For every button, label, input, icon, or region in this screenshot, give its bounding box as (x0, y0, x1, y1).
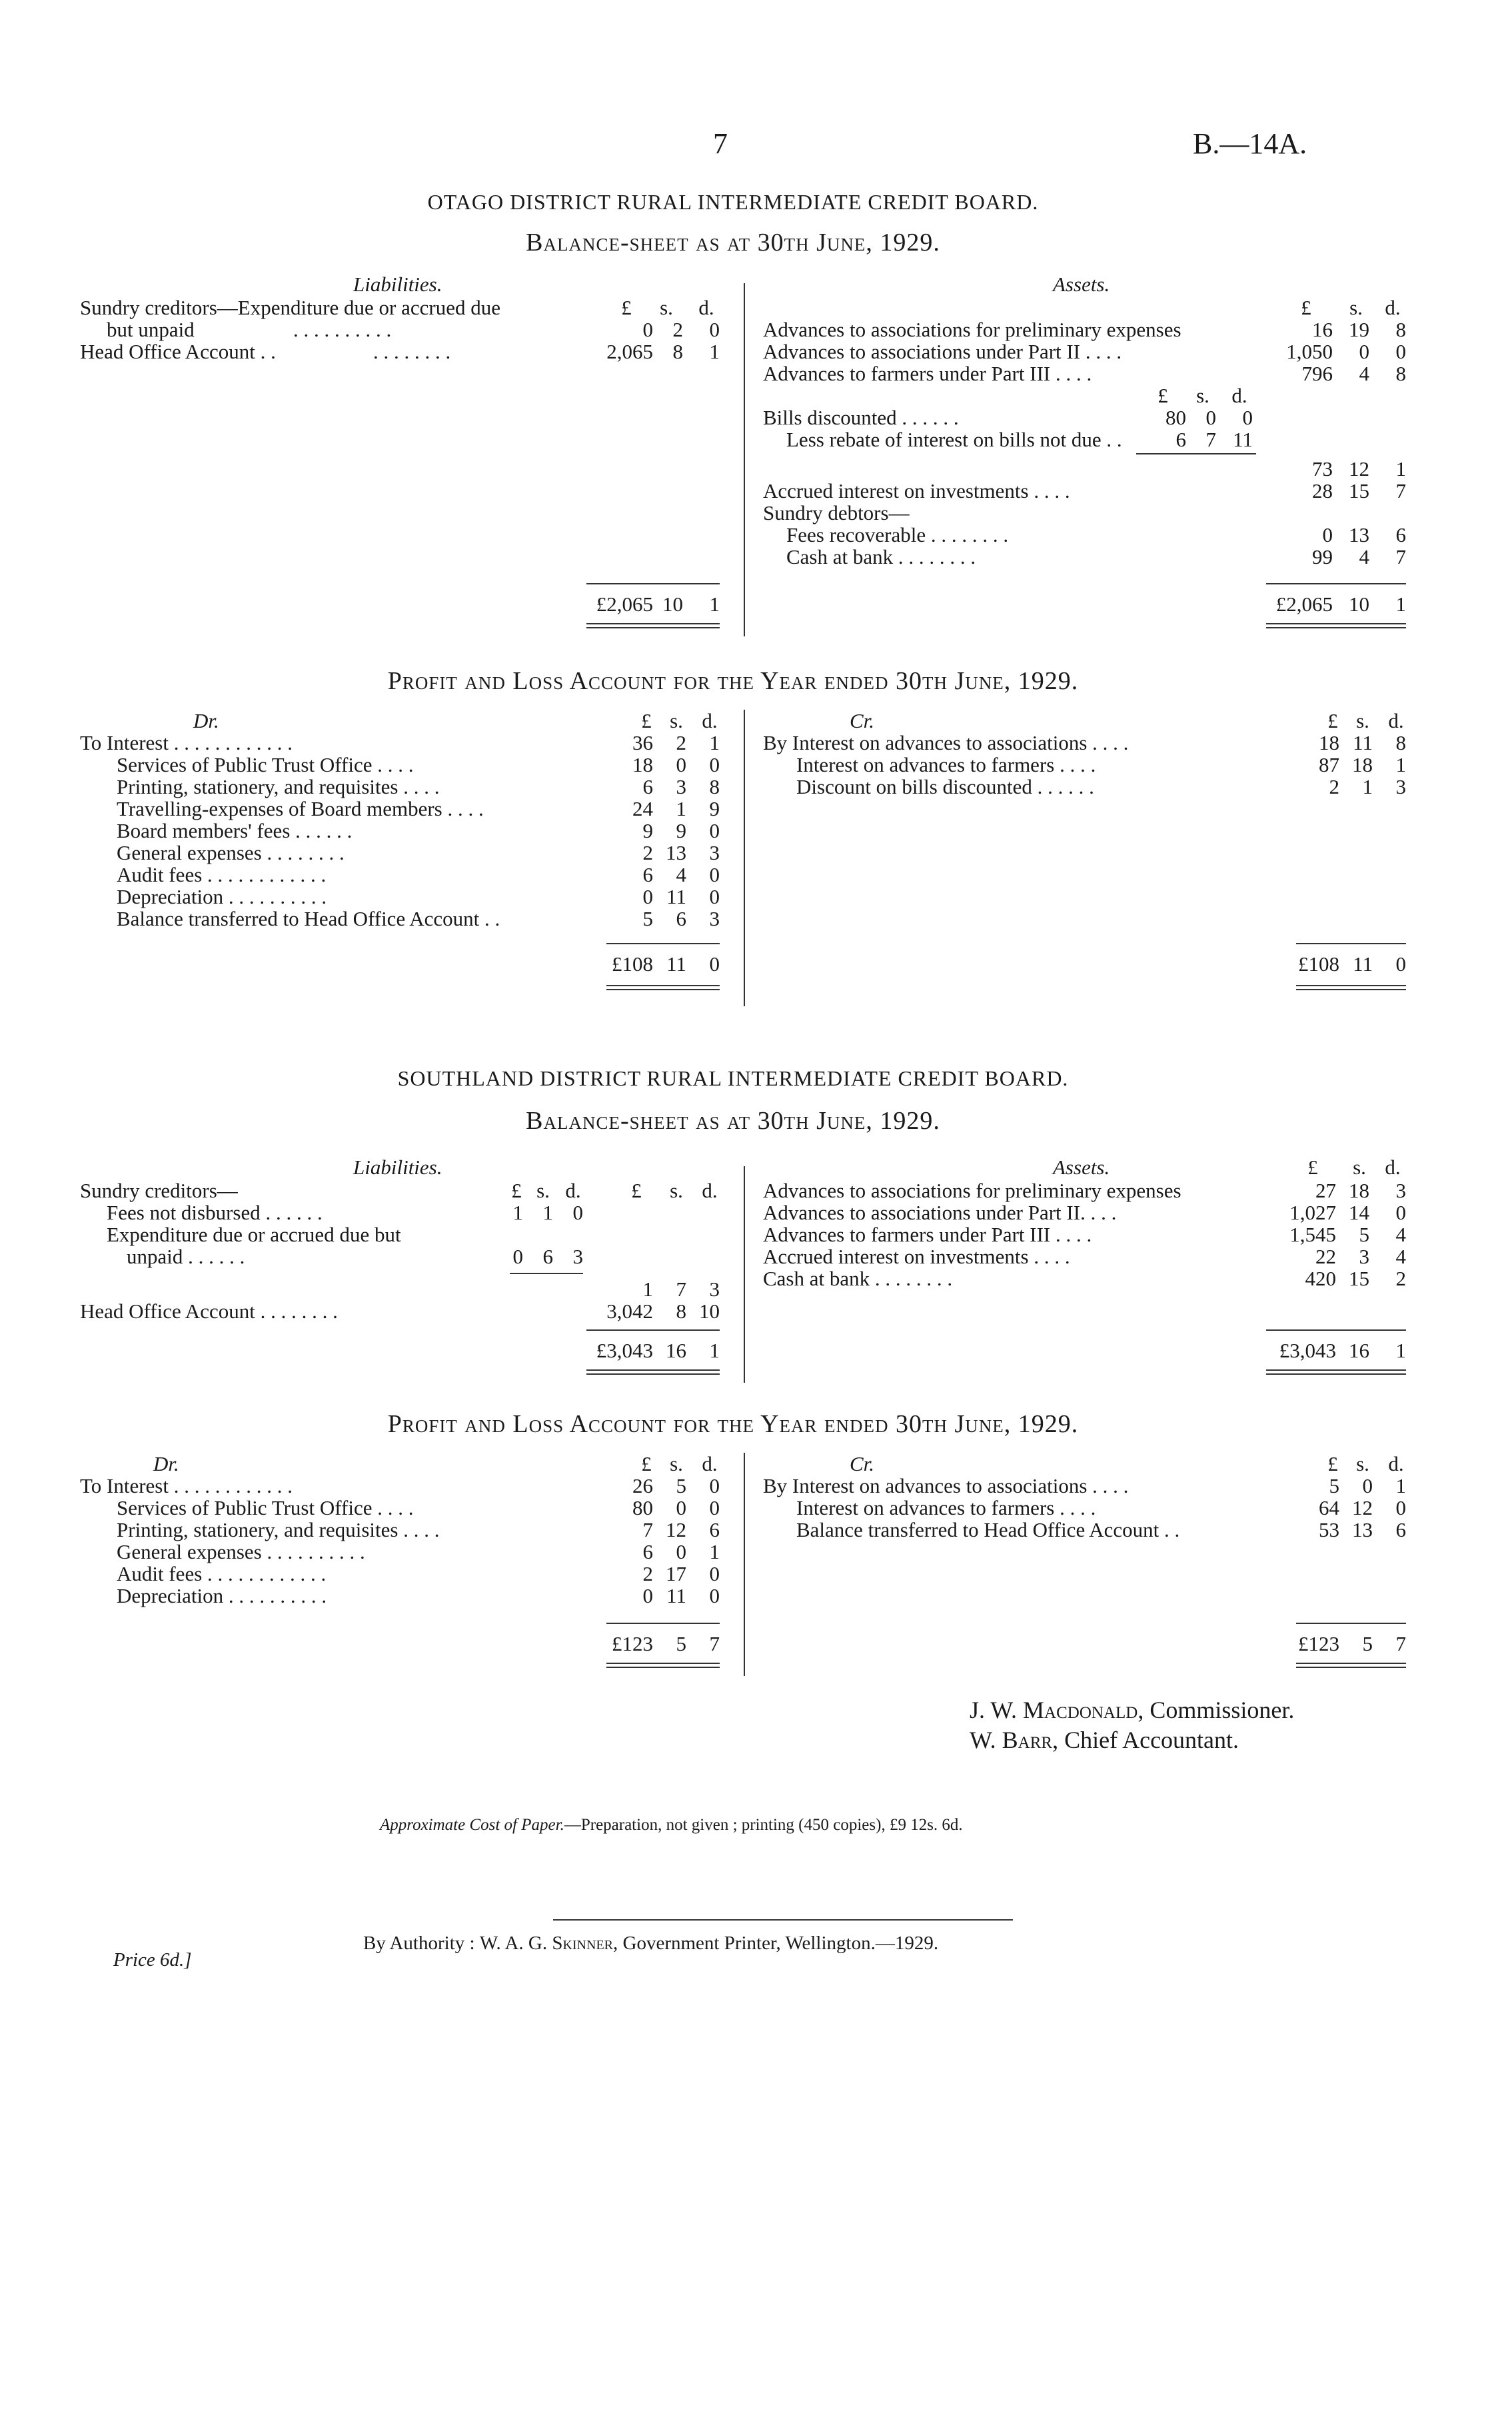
amount-shillings: 12 (1349, 457, 1369, 480)
total-double-rule (586, 1369, 720, 1375)
amount-shillings: 1 (542, 1201, 553, 1224)
amount-pounds: 6 (642, 1540, 653, 1563)
debit-label: Board members' fees . . . . . . (117, 819, 353, 842)
amount-shillings: 17 (666, 1562, 686, 1585)
pence-header: d. (565, 1179, 581, 1202)
amount-pence: 8 (1395, 362, 1406, 385)
cost-note-label: Approximate Cost of Paper. (380, 1816, 564, 1834)
amount-pounds: 1,545 (1289, 1223, 1336, 1246)
amount-pounds: 2 (1329, 775, 1339, 798)
amount-pence: 0 (572, 1201, 583, 1224)
amount-shillings: 11 (666, 885, 686, 908)
total-rule (586, 583, 720, 584)
pence-header: d. (698, 296, 714, 319)
asset-label: Advances to farmers under Part III . . . . (763, 1223, 1092, 1246)
amount-pence: 3 (1395, 1179, 1406, 1202)
amount-shillings: 18 (1352, 753, 1373, 776)
pence-header: d. (702, 1452, 718, 1475)
amount-pence: 1 (709, 1540, 720, 1563)
amount-pence: 6 (1395, 523, 1406, 546)
amount-shillings: 18 (1349, 1179, 1369, 1202)
debit-label: Balance transferred to Head Office Account . . (117, 907, 500, 930)
amount-pence: 8 (709, 775, 720, 798)
column-divider (744, 1166, 745, 1383)
pounds-header: £ (1307, 1156, 1318, 1179)
amount-pence: 0 (709, 885, 720, 908)
amount-shillings: 13 (1349, 523, 1369, 546)
asset-label: Fees recoverable . . . . . . . . (786, 523, 1009, 546)
amount-pounds: 18 (632, 753, 653, 776)
debit-heading: Dr. (153, 1452, 179, 1475)
amount-shillings: 14 (1349, 1201, 1369, 1224)
total-pounds: £3,043 (1279, 1339, 1336, 1362)
amount-pounds: 53 (1319, 1518, 1339, 1541)
otago-balance-sheet-title: Balance-sheet as at 30th June, 1929. (526, 229, 940, 257)
column-divider (744, 283, 745, 636)
amount-pence: 1 (709, 731, 720, 754)
leader-dots: . . . . . . . . (373, 340, 451, 363)
pounds-header: £ (621, 296, 632, 319)
amount-pounds: 2 (642, 841, 653, 864)
amount-pounds: 2 (642, 1562, 653, 1585)
liability-label: Sundry creditors— (80, 1179, 238, 1202)
amount-shillings: 0 (1362, 1474, 1373, 1497)
amount-pence: 11 (1233, 428, 1253, 451)
debit-label: Printing, stationery, and requisites . . . . (117, 775, 440, 798)
document-reference: B.—14A. (1193, 127, 1307, 160)
amount-pounds: 1 (642, 1277, 653, 1301)
amount-pounds: 0 (1322, 523, 1333, 546)
amount-pence: 3 (1395, 775, 1406, 798)
shillings-header: s. (670, 709, 683, 732)
total-pounds: £3,043 (596, 1339, 653, 1362)
asset-label: Advances to associations under Part II . . . . (763, 340, 1122, 363)
amount-shillings: 19 (1349, 318, 1369, 341)
signatory-role: , Chief Accountant. (1052, 1727, 1239, 1753)
footer-rule (553, 1919, 1013, 1921)
credit-label: By Interest on advances to associations . . . . (763, 1474, 1129, 1497)
liability-label: Head Office Account . . (80, 340, 276, 363)
asset-label: Cash at bank . . . . . . . . (763, 1267, 953, 1290)
authority-line (363, 1933, 938, 1955)
otago-board-title: OTAGO DISTRICT RURAL INTERMEDIATE CREDIT BOARD. (427, 190, 1039, 214)
amount-pence: 7 (1395, 545, 1406, 568)
subtotal-rule (510, 1273, 583, 1274)
pounds-header: £ (1301, 296, 1311, 319)
liabilities-heading: Liabilities. (353, 273, 442, 296)
credit-label: Balance transferred to Head Office Account . . (796, 1518, 1180, 1541)
amount-pounds: 6 (642, 863, 653, 886)
shillings-header: s. (1353, 1156, 1366, 1179)
amount-pounds: 1,050 (1286, 340, 1333, 363)
amount-pounds: 6 (1175, 428, 1186, 451)
asset-label: Sundry debtors— (763, 501, 910, 524)
total-shillings: 10 (1349, 592, 1369, 616)
amount-pounds: 87 (1319, 753, 1339, 776)
price: Price 6d.] (113, 1949, 192, 1971)
total-pence: 1 (709, 592, 720, 616)
asset-label: Advances to associations for preliminary expenses (763, 1179, 1181, 1202)
liability-label: Sundry creditors—Expenditure due or accrued due (80, 296, 500, 319)
debit-label: Travelling-expenses of Board members . . . . (117, 797, 484, 820)
asset-label: Accrued interest on investments . . . . (763, 479, 1070, 502)
amount-pounds: 1 (512, 1201, 523, 1224)
amount-pence: 10 (699, 1299, 720, 1323)
shillings-header: s. (660, 296, 673, 319)
amount-pounds: 5 (642, 907, 653, 930)
total-rule (1296, 1623, 1406, 1624)
amount-shillings: 2 (672, 318, 683, 341)
pence-header: d. (1388, 1452, 1404, 1475)
amount-shillings: 3 (1359, 1245, 1369, 1268)
amount-shillings: 1 (1362, 775, 1373, 798)
pounds-header: £ (1327, 709, 1338, 732)
total-double-rule (1296, 1663, 1406, 1668)
amount-pence: 4 (1395, 1245, 1406, 1268)
southland-balance-sheet-title: Balance-sheet as at 30th June, 1929. (526, 1107, 940, 1135)
amount-pence: 6 (1395, 1518, 1406, 1541)
amount-shillings: 7 (676, 1277, 686, 1301)
leader-dots: . . . . . . . . . . (293, 318, 392, 341)
total-double-rule (1266, 623, 1406, 628)
amount-shillings: 9 (676, 819, 686, 842)
total-shillings: 11 (1353, 952, 1373, 976)
amount-shillings: 8 (672, 340, 683, 363)
amount-shillings: 13 (1352, 1518, 1373, 1541)
amount-shillings: 8 (676, 1299, 686, 1323)
signature-commissioner (970, 1696, 1294, 1724)
amount-shillings: 13 (666, 841, 686, 864)
credit-label: Interest on advances to farmers . . . . (796, 1496, 1096, 1519)
amount-pence: 3 (709, 1277, 720, 1301)
asset-label: Bills discounted . . . . . . (763, 406, 959, 429)
amount-pence: 0 (709, 1496, 720, 1519)
amount-pence: 8 (1395, 318, 1406, 341)
credit-label: Interest on advances to farmers . . . . (796, 753, 1096, 776)
pounds-header: £ (631, 1179, 642, 1202)
asset-label: Accrued interest on investments . . . . (763, 1245, 1070, 1268)
total-pence: 1 (709, 1339, 720, 1362)
pounds-header: £ (1327, 1452, 1338, 1475)
total-pounds: £2,065 (1275, 592, 1333, 616)
shillings-header: s. (1356, 709, 1369, 732)
amount-shillings: 7 (1205, 428, 1216, 451)
amount-pounds: 80 (632, 1496, 653, 1519)
total-pence: 0 (1395, 952, 1406, 976)
liability-label: but unpaid (107, 318, 195, 341)
asset-label: Advances to associations under Part II. . . . (763, 1201, 1117, 1224)
amount-pounds: 26 (632, 1474, 653, 1497)
liability-label: Fees not disbursed . . . . . . (107, 1201, 323, 1224)
total-shillings: 16 (666, 1339, 686, 1362)
shillings-header: s. (1356, 1452, 1369, 1475)
amount-pence: 0 (709, 1584, 720, 1607)
total-pounds: £123 (612, 1632, 653, 1655)
amount-pounds: 80 (1165, 406, 1186, 429)
amount-shillings: 5 (1359, 1223, 1369, 1246)
amount-shillings: 0 (1359, 340, 1369, 363)
total-double-rule (1296, 985, 1406, 990)
pence-header: d. (702, 1179, 718, 1202)
amount-shillings: 4 (676, 863, 686, 886)
amount-shillings: 0 (676, 753, 686, 776)
total-pence: 7 (1395, 1632, 1406, 1655)
pounds-header: £ (1157, 384, 1168, 407)
otago-pl-title: Profit and Loss Account for the Year ended 30th June, 1929. (387, 667, 1079, 695)
amount-pounds: 2,065 (606, 340, 653, 363)
total-shillings: 5 (676, 1632, 686, 1655)
pence-header: d. (1231, 384, 1247, 407)
amount-pence: 0 (1395, 1201, 1406, 1224)
total-pounds: £108 (1298, 952, 1339, 976)
amount-pounds: 7 (642, 1518, 653, 1541)
amount-pounds: 73 (1312, 457, 1333, 480)
amount-shillings: 12 (666, 1518, 686, 1541)
liability-label: Head Office Account . . . . . . . . (80, 1299, 338, 1323)
amount-pounds: 6 (642, 775, 653, 798)
total-pence: 7 (709, 1632, 720, 1655)
amount-pence: 6 (709, 1518, 720, 1541)
debit-label: To Interest . . . . . . . . . . . . (80, 1474, 293, 1497)
amount-pounds: 0 (642, 318, 653, 341)
subtotal-rule (1136, 453, 1256, 454)
authority-prefix: By Authority : (363, 1933, 480, 1954)
amount-pence: 0 (1395, 1496, 1406, 1519)
amount-pounds: 18 (1319, 731, 1339, 754)
amount-shillings: 15 (1349, 1267, 1369, 1290)
credit-heading: Cr. (850, 1452, 875, 1475)
signatory-role: , Commissioner. (1137, 1697, 1295, 1723)
debit-label: Audit fees . . . . . . . . . . . . (117, 1562, 327, 1585)
amount-pounds: 24 (632, 797, 653, 820)
amount-pence: 3 (572, 1245, 583, 1268)
total-rule (586, 1329, 720, 1331)
amount-shillings: 0 (676, 1496, 686, 1519)
shillings-header: s. (1196, 384, 1209, 407)
total-rule (1296, 943, 1406, 944)
amount-shillings: 6 (676, 907, 686, 930)
liability-label: Expenditure due or accrued due but (107, 1223, 401, 1246)
amount-shillings: 3 (676, 775, 686, 798)
amount-pounds: 22 (1315, 1245, 1336, 1268)
assets-heading: Assets. (1053, 1156, 1110, 1179)
amount-pence: 1 (1395, 1474, 1406, 1497)
signatory-name: J. W. Macdonald (970, 1697, 1138, 1723)
amount-shillings: 12 (1352, 1496, 1373, 1519)
amount-pence: 0 (709, 1474, 720, 1497)
amount-pounds: 0 (642, 885, 653, 908)
amount-pounds: 27 (1315, 1179, 1336, 1202)
amount-shillings: 1 (676, 797, 686, 820)
debit-label: General expenses . . . . . . . . (117, 841, 345, 864)
amount-pounds: 99 (1312, 545, 1333, 568)
total-pence: 1 (1395, 1339, 1406, 1362)
pence-header: d. (1388, 709, 1404, 732)
amount-pence: 7 (1395, 479, 1406, 502)
debit-label: Audit fees . . . . . . . . . . . . (117, 863, 327, 886)
assets-heading: Assets. (1053, 273, 1110, 296)
total-double-rule (1266, 1369, 1406, 1375)
amount-pounds: 0 (512, 1245, 523, 1268)
amount-pence: 0 (1242, 406, 1253, 429)
total-pence: 1 (1395, 592, 1406, 616)
amount-pounds: 36 (632, 731, 653, 754)
pounds-header: £ (511, 1179, 522, 1202)
credit-heading: Cr. (850, 709, 875, 732)
amount-pence: 0 (709, 318, 720, 341)
amount-pounds: 64 (1319, 1496, 1339, 1519)
total-shillings: 5 (1362, 1632, 1373, 1655)
amount-pence: 0 (709, 1562, 720, 1585)
debit-heading: Dr. (193, 709, 219, 732)
amount-pence: 0 (709, 819, 720, 842)
total-rule (1266, 1329, 1406, 1331)
amount-pounds: 3,042 (606, 1299, 653, 1323)
debit-label: Depreciation . . . . . . . . . . (117, 1584, 327, 1607)
cost-note-text: —Preparation, not given ; printing (450 copies), £9 12s. 6d. (564, 1816, 963, 1834)
signature-accountant (970, 1726, 1239, 1754)
amount-pounds: 0 (642, 1584, 653, 1607)
signatory-name: W. Barr (970, 1727, 1053, 1753)
total-pounds: £2,065 (596, 592, 653, 616)
debit-label: Services of Public Trust Office . . . . (117, 753, 414, 776)
total-shillings: 16 (1349, 1339, 1369, 1362)
total-rule (1266, 583, 1406, 584)
liability-label: unpaid . . . . . . (127, 1245, 245, 1268)
authority-suffix: , Government Printer, Wellington.—1929. (613, 1933, 939, 1954)
amount-shillings: 15 (1349, 479, 1369, 502)
amount-pounds: 5 (1329, 1474, 1339, 1497)
shillings-header: s. (536, 1179, 550, 1202)
amount-pounds: 420 (1305, 1267, 1336, 1290)
amount-shillings: 4 (1359, 545, 1369, 568)
pounds-header: £ (641, 709, 652, 732)
credit-label: By Interest on advances to associations . . . . (763, 731, 1129, 754)
asset-label: Advances to associations for preliminary expenses (763, 318, 1181, 341)
amount-shillings: 2 (676, 731, 686, 754)
amount-shillings: 0 (1205, 406, 1216, 429)
credit-label: Discount on bills discounted . . . . . . (796, 775, 1094, 798)
debit-label: General expenses . . . . . . . . . . (117, 1540, 365, 1563)
pounds-header: £ (641, 1452, 652, 1475)
amount-pence: 9 (709, 797, 720, 820)
amount-pence: 1 (1395, 753, 1406, 776)
total-double-rule (606, 985, 720, 990)
amount-pence: 4 (1395, 1223, 1406, 1246)
asset-label: Advances to farmers under Part III . . . . (763, 362, 1092, 385)
asset-label: Less rebate of interest on bills not due . . (786, 428, 1122, 451)
amount-shillings: 6 (542, 1245, 553, 1268)
amount-pence: 1 (1395, 457, 1406, 480)
amount-shillings: 0 (676, 1540, 686, 1563)
amount-pounds: 796 (1301, 362, 1333, 385)
shillings-header: s. (670, 1452, 683, 1475)
amount-pence: 0 (709, 753, 720, 776)
total-rule (606, 1623, 720, 1624)
amount-pence: 0 (1395, 340, 1406, 363)
debit-label: Printing, stationery, and requisites . . . . (117, 1518, 440, 1541)
amount-pence: 0 (709, 863, 720, 886)
amount-pence: 3 (709, 907, 720, 930)
total-double-rule (606, 1663, 720, 1668)
amount-pounds: 9 (642, 819, 653, 842)
amount-shillings: 4 (1359, 362, 1369, 385)
southland-board-title: SOUTHLAND DISTRICT RURAL INTERMEDIATE CREDIT BOARD. (397, 1066, 1069, 1090)
total-pence: 0 (709, 952, 720, 976)
total-pounds: £123 (1298, 1632, 1339, 1655)
amount-shillings: 11 (1353, 731, 1373, 754)
shillings-header: s. (1349, 296, 1363, 319)
amount-pence: 8 (1395, 731, 1406, 754)
debit-label: To Interest . . . . . . . . . . . . (80, 731, 293, 754)
pence-header: d. (1385, 1156, 1401, 1179)
southland-pl-title: Profit and Loss Account for the Year ended 30th June, 1929. (387, 1410, 1079, 1438)
total-shillings: 10 (662, 592, 683, 616)
liabilities-heading: Liabilities. (353, 1156, 442, 1179)
debit-label: Services of Public Trust Office . . . . (117, 1496, 414, 1519)
amount-shillings: 11 (666, 1584, 686, 1607)
shillings-header: s. (670, 1179, 683, 1202)
total-rule (606, 943, 720, 944)
amount-pounds: 16 (1312, 318, 1333, 341)
printer-name: W. A. G. Skinner (479, 1933, 613, 1954)
total-double-rule (586, 623, 720, 628)
total-shillings: 11 (666, 952, 686, 976)
amount-pence: 2 (1395, 1267, 1406, 1290)
amount-pounds: 28 (1312, 479, 1333, 502)
column-divider (744, 1453, 745, 1676)
debit-label: Depreciation . . . . . . . . . . (117, 885, 327, 908)
asset-label: Cash at bank . . . . . . . . (786, 545, 976, 568)
pence-header: d. (702, 709, 718, 732)
amount-pounds: 1,027 (1289, 1201, 1336, 1224)
amount-pence: 1 (709, 340, 720, 363)
cost-note (380, 1816, 963, 1835)
amount-shillings: 5 (676, 1474, 686, 1497)
amount-pence: 3 (709, 841, 720, 864)
pence-header: d. (1385, 296, 1401, 319)
column-divider (744, 710, 745, 1006)
total-pounds: £108 (612, 952, 653, 976)
page-number: 7 (713, 127, 728, 160)
